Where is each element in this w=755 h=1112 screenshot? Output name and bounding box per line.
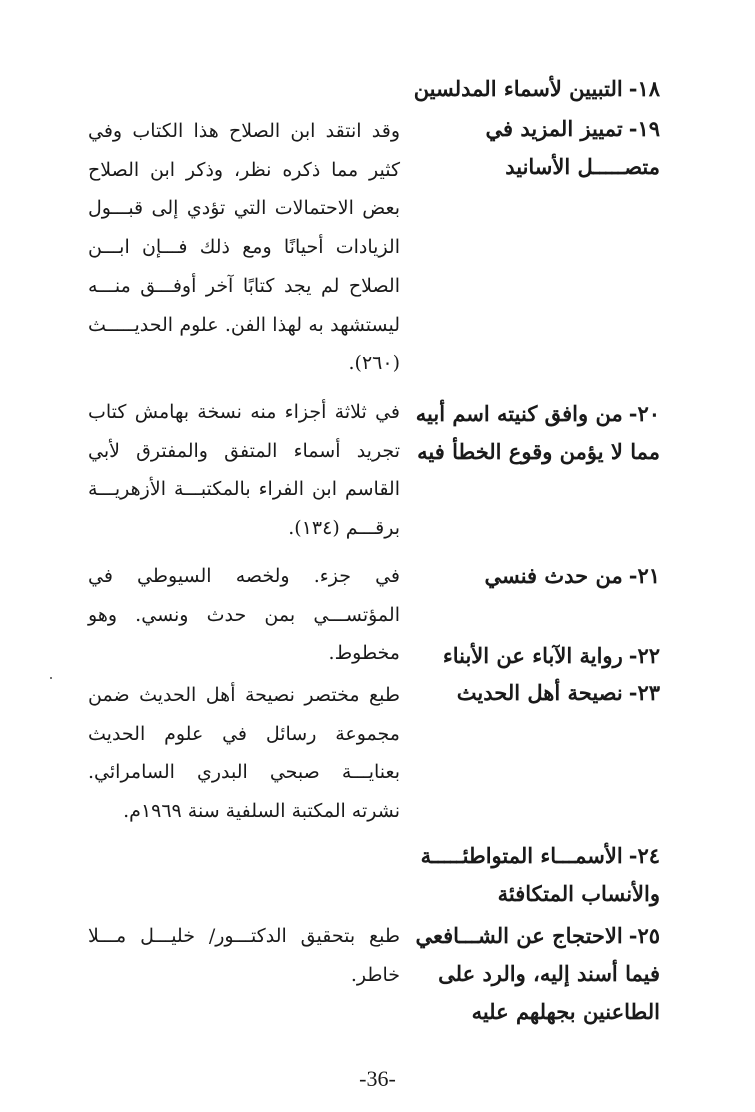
entry-21-number: ٢١-: [628, 563, 660, 588]
entry-25-title-text: الاحتجاج عن الشـــافعي فيما أسند إليه، والرد على الطاعنين بجهلهم عليه: [415, 923, 660, 1024]
entry-18-title-text: التبيين لأسماء المدلسين: [413, 76, 623, 101]
entry-23-number: ٢٣-: [628, 680, 660, 705]
entry-19-note: وقد انتقد ابن الصلاح هذا الكتاب وفي كثير مما ذكره نظر، وذكر ابن الصلاح بعض الاحتمالات التي تؤدي إلى قبـــول الزيادات أحيانًا ومع ذلك فـــإن ابـــن الصلاح لم يجد كتابًا آخر أوفـــق منـــه ليستشهد به لهذا الفن. علوم الحديـــــث (٢٦٠).: [88, 120, 400, 375]
entry-23-title-text: نصيحة أهل الحديث: [456, 680, 623, 705]
entry-23-note: طبع مختصر نصيحة أهل الحديث ضمن مجموعة رسائل في علوم الحديث بعنايـــة صبحي البدري السامرائي. نشرته المكتبة السلفية سنة ١٩٦٩م.: [88, 684, 400, 823]
entry-24-number: ٢٤-: [628, 843, 660, 868]
entry-19-title-text: تمييز المزيد في متصـــــل الأسانيد: [485, 116, 660, 179]
entry-23-title: [400, 674, 660, 712]
entry-20-title: [400, 395, 660, 471]
entry-24-title-text: الأسمـــاء المتواطئـــــة والأنساب المتكافئة: [420, 843, 660, 906]
entry-18-number: ١٨-: [628, 76, 660, 101]
entry-20-note: في ثلاثة أجزاء منه نسخة بهامش كتاب تجريد أسماء المتفق والمفترق لأبي القاسم ابن الفراء بالمكتبـــة الأزهريـــة برقـــم (١٣٤).: [88, 401, 400, 540]
entry-24-title: [400, 837, 660, 913]
entry-18-title: [400, 70, 660, 108]
entry-21-title: [400, 557, 660, 595]
entry-20-number: ٢٠-: [628, 401, 660, 426]
entry-22-number: ٢٢-: [628, 643, 660, 668]
entry-22-title: [400, 637, 660, 675]
entry-19-number: ١٩-: [628, 116, 660, 141]
entry-22-title-text: رواية الآباء عن الأبناء: [442, 643, 623, 668]
entry-25-title: [400, 917, 660, 1031]
entry-19-title: [400, 110, 660, 186]
page-number: -36-: [359, 1066, 396, 1091]
scan-speck: [50, 677, 52, 679]
entry-21-note: في جزء. ولخصه السيوطي في المؤتســـي بمن حدث ونسي. وهو مخطوط.: [88, 565, 400, 665]
entry-25-number: ٢٥-: [628, 923, 660, 948]
entry-20-title-text: من وافق كنيته اسم أبيه مما لا يؤمن وقوع الخطأ فيه: [415, 401, 660, 464]
entry-21-title-text: من حدث فنسي: [484, 563, 623, 588]
entry-25-note: طبع بتحقيق الدكتـــور/ خليـــل مـــلا خاطر.: [88, 925, 400, 986]
